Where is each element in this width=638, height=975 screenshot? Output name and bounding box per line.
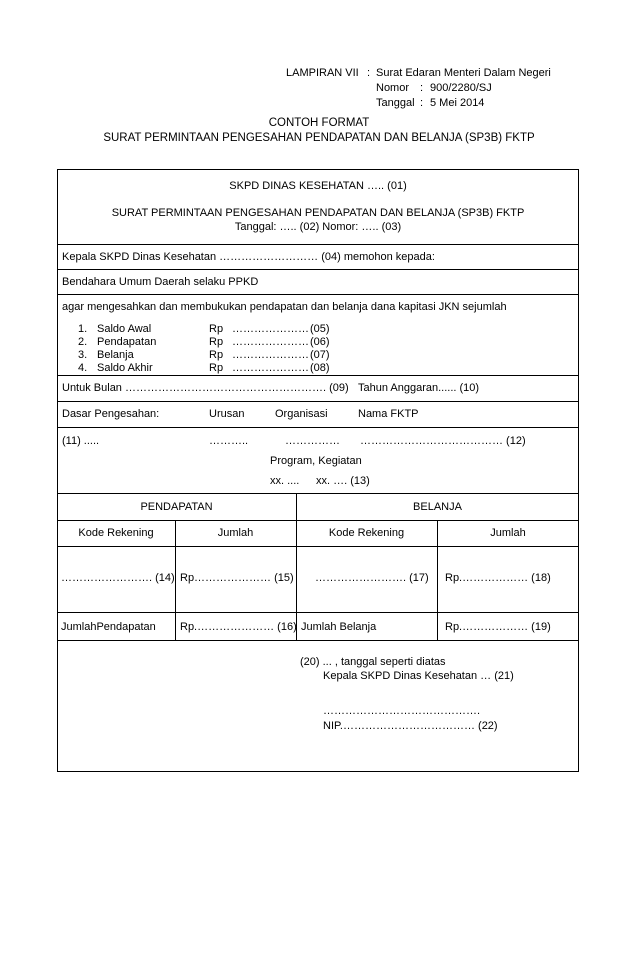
dasar-label: Dasar Pengesahan: [62,408,160,420]
program-label: Program, Kegiatan [270,455,362,467]
divider [57,640,579,641]
saldo-label: Pendapatan [97,336,157,348]
tanggal-nomor: Tanggal: ….. (02) Nomor: ….. (03) [234,221,402,233]
column-divider [296,493,297,640]
belanja-header: BELANJA [413,501,462,513]
value-15: Rp………………… (15) [180,572,294,584]
col-kode-rekening: Kode Rekening [328,527,405,539]
signature-nip: NIP.……………………………… (22) [323,720,498,732]
jumlah-belanja: Jumlah Belanja [301,621,377,633]
divider [57,375,579,376]
saldo-num: 4. [78,362,88,374]
pendapatan-header: PENDAPATAN [140,501,213,513]
agar-line: agar mengesahkan dan membukukan pendapatan dan belanja dana kapitasi JKN sejumlah [62,301,507,313]
saldo-code: (05) [310,323,330,335]
nomor-label: Nomor [376,82,410,94]
saldo-dots: ………………… [232,362,309,374]
divider [57,427,579,428]
saldo-num: 1. [78,323,88,335]
skpd-heading: SKPD DINAS KESEHATAN ….. (01) [229,180,407,192]
saldo-label: Belanja [97,349,134,361]
lampiran-value: Surat Edaran Menteri Dalam Negeri [376,67,551,79]
saldo-code: (08) [310,362,330,374]
saldo-code: (07) [310,349,330,361]
row11-a: (11) ..... [62,435,100,447]
saldo-rp: Rp [209,336,224,348]
dasar-organisasi: Organisasi [275,408,328,420]
dasar-urusan: Urusan [209,408,245,420]
lampiran-sep: : [367,67,371,79]
col-jumlah: Jumlah [217,527,254,539]
saldo-dots: ………………… [232,349,309,361]
value-14: ……………………. (14) [61,572,175,584]
col-jumlah: Jumlah [490,527,526,539]
signature-title: Kepala SKPD Dinas Kesehatan … (21) [323,670,514,682]
row11-b: ……….. [209,435,249,447]
saldo-num: 2. [78,336,88,348]
bendahara-line: Bendahara Umum Daerah selaku PPKD [62,276,259,288]
row11-d: ………………………………… (12) [360,435,526,447]
saldo-label: Saldo Awal [97,323,152,335]
value-17: ……………………. (17) [315,572,429,584]
value-19: Rp.……………… (19) [445,621,551,633]
saldo-label: Saldo Akhir [97,362,153,374]
nomor-value: 900/2280/SJ [430,82,492,94]
nomor-sep: : [420,82,424,94]
program-xx2: xx. …. (13) [316,475,370,487]
col-kode-rekening: Kode Rekening [78,527,154,539]
divider [57,294,579,295]
divider [57,546,579,547]
saldo-rp: Rp [209,362,224,374]
dasar-nama: Nama FKTP [358,408,419,420]
saldo-dots: ………………… [232,323,309,335]
divider [57,612,579,613]
tanggal-sep: : [420,97,424,109]
divider [57,493,579,494]
value-18: Rp.……………… (18) [445,572,551,584]
saldo-rp: Rp [209,323,224,335]
kepala-line: Kepala SKPD Dinas Kesehatan ……………………… (04) memohon kepada: [62,251,435,263]
tahun-anggaran: Tahun Anggaran...... (10) [358,382,480,394]
saldo-code: (06) [310,336,330,348]
divider [57,269,579,270]
saldo-num: 3. [78,349,88,361]
signature-place-date: (20) ... , tanggal seperti diatas [300,656,446,668]
saldo-dots: ………………… [232,336,309,348]
jumlah-pendapatan: JumlahPendapatan [61,621,156,633]
divider [57,401,579,402]
divider [57,520,579,521]
title-line1: CONTOH FORMAT [268,117,370,129]
divider [57,244,579,245]
saldo-rp: Rp [209,349,224,361]
title-line2: SURAT PERMINTAAN PENGESAHAN PENDAPATAN DAN BELANJA (SP3B) FKTP [103,132,535,144]
tanggal-label: Tanggal [376,97,415,109]
signature-line: ……………………………………. [323,705,481,717]
lampiran-label: LAMPIRAN VII [286,67,359,79]
untuk-bulan: Untuk Bulan ………………………………………………. (09) [62,382,349,394]
form-title: SURAT PERMINTAAN PENGESAHAN PENDAPATAN DAN BELANJA (SP3B) FKTP [111,207,525,219]
row11-c: …………… [285,435,340,447]
program-xx1: xx. .... [270,475,300,487]
tanggal-value: 5 Mei 2014 [430,97,485,109]
value-16: Rp.………………… (16) [180,621,297,633]
